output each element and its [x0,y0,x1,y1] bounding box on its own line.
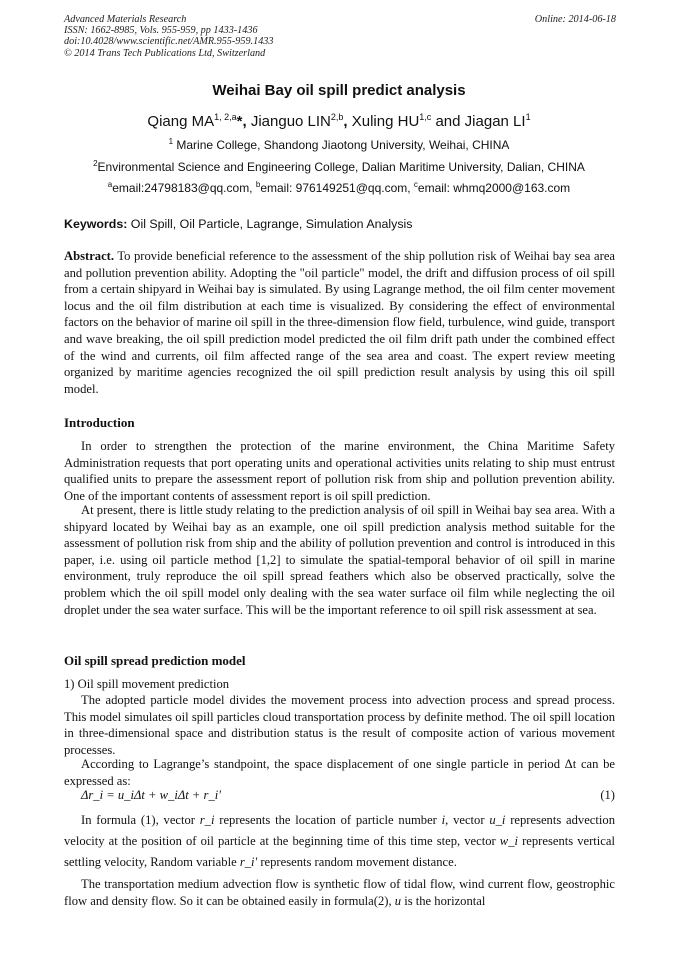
abstract [64,248,615,397]
math-var: w_i [499,834,518,848]
author-sup: 1, 2,a [214,112,237,122]
author-sup: 2,b [330,112,344,122]
doi-line: doi:10.4028/www.scientific.net/AMR.955-959.1433 [64,36,274,48]
equation-number: (1) [600,788,615,802]
equation-1 [81,788,615,803]
text-run: In formula (1), vector [81,813,200,827]
author-name: Qiang MA [147,113,215,130]
keywords-label: Keywords: [64,217,128,231]
text-run: represents advection velocity at the position of oil particle at the beginning time of this time step, vector [64,813,615,848]
intro-paragraph-2: At present, there is little study relating to the prediction analysis of oil spill in Weihai bay sea area. With a shipyard located by Weihai bay as an example, one oil spill prediction analysis method suitable for the assessment of pollution risk from ship and the ability of pollution prevention and control is introduced in this paper, i.e. using oil particle method [1,2] to simulate the spatial-temporal behavior of oil spill in marine environment, truly reproduce the oil spill spread feathers which also be observed practically, solve the problem which the oil spill model only dealing with the sea water surface oil film while neglecting the oil droplet under the sea water surface. This will be the important reference to oil spill risk assessment at sea. [64,503,615,617]
email-text: email: whmq2000@163.com [417,181,571,195]
math-var: u_i [489,813,506,827]
model-paragraph-2: According to Lagrange’s standpoint, the space displacement of one single particle in period Δt can be expressed as: [64,757,615,788]
equation-text: Δr_i = u_iΔt + w_iΔt + r_i' [81,788,221,802]
email-text: email:24798183@qq.com, [112,181,256,195]
author-separator: , [343,113,352,130]
online-date: Online: 2014-06-18 [534,14,616,25]
author-name: Xuling HU [351,113,420,130]
author-separator: , [242,113,251,130]
author-list [0,113,678,130]
author-name: Jianguo LIN [250,113,331,130]
math-var: r_i' [239,855,258,869]
model-paragraph-1: The adopted particle model divides the movement process into advection process and spread process. This model simulates oil spill particles cloud transportation process by definite method. The oil spill location in three-dimensional space and distribution status is the result of composite action of various movement processes. [64,693,615,757]
math-var: u [394,893,402,908]
affiliation-sup: 2 [93,159,98,168]
affiliation-text: Environmental Science and Engineering College, Dalian Maritime University, Dalian, CHINA [97,160,585,174]
model-paragraph-4 [64,876,615,909]
author-sup: 1,c [419,112,432,122]
author-separator: and [431,113,465,130]
issn-line: ISSN: 1662-8985, Vols. 955-959, pp 1433-1436 [64,25,258,37]
keywords [64,217,615,231]
model-paragraph-3 [64,810,615,873]
email-text: email: 976149251@qq.com, [260,181,414,195]
paper-title: Weihai Bay oil spill predict analysis [212,82,466,99]
math-var: i [441,813,446,827]
email-sup: a [107,180,113,189]
corresponding-mark: * [236,113,243,130]
math-var: r_i [199,813,215,827]
text-run: , vector [445,813,490,827]
abstract-text: To provide beneficial reference to the assessment of the ship pollution risk of Weihai bay sea area and pollution prevention ability. Adopting the "oil particle" model, the drift and diffusion process of oil spill from a certain shipyard in Weihai bay is simulated. By using Lagrange method, the oil film center movement locus and the oil film distribution at each time is visualized. By considering the effect of environmental factors on the behavior of marine oil spill in the three-dimension flow field, turbulence, wind guide, transport and wave breaking, the oil spill prediction model predicted the oil film drift path under the combined effect of the wind and currents, oil film affected range of the sea area and coast. The expert review meeting organized by maritime agencies recognized the oil spill prediction result analysis by using this oil spill model. [64,249,615,396]
journal-header [64,14,616,59]
text-run: represents vertical settling velocity, Random variable [64,834,615,869]
affiliation-sup: 1 [168,137,174,146]
keywords-text: Oil Spill, Oil Particle, Lagrange, Simulation Analysis [127,217,413,231]
affiliation-1 [0,138,678,152]
journal-name: Advanced Materials Research [64,14,187,25]
text-run: represents random movement distance. [257,855,457,869]
email-sup: b [255,180,261,189]
author-name: Jiagan LI [464,113,526,130]
text-run: represents the location of particle number [214,813,442,827]
email-sup: c [413,180,418,189]
subsection-heading: 1) Oil spill movement prediction [64,677,230,691]
email-line [0,181,678,195]
text-run: is the horizontal [401,893,486,908]
text-run: The transportation medium advection flow is synthetic flow of tidal flow, wind current flow, geostrophic flow and density flow. So it can be obtained easily in formula(2), [64,877,615,908]
author-sup: 1 [525,112,531,122]
affiliation-text: Marine College, Shandong Jiaotong University, Weihai, CHINA [173,138,510,152]
affiliation-2 [0,160,678,174]
abstract-label: Abstract. [64,249,115,263]
section-heading: Oil spill spread prediction model [64,653,246,668]
copyright-line: © 2014 Trans Tech Publications Ltd, Switzerland [64,47,266,59]
intro-paragraph-1: In order to strengthen the protection of the marine environment, the China Maritime Safety Administration requests that port operating units and operational activities units relating to ship must entrust qualified units to prepare the assessment report of pollution risk from ship and pollution prevention ability. One of the important contents of assessment report is oil spill prediction. [64,439,615,503]
section-heading: Introduction [64,415,135,430]
